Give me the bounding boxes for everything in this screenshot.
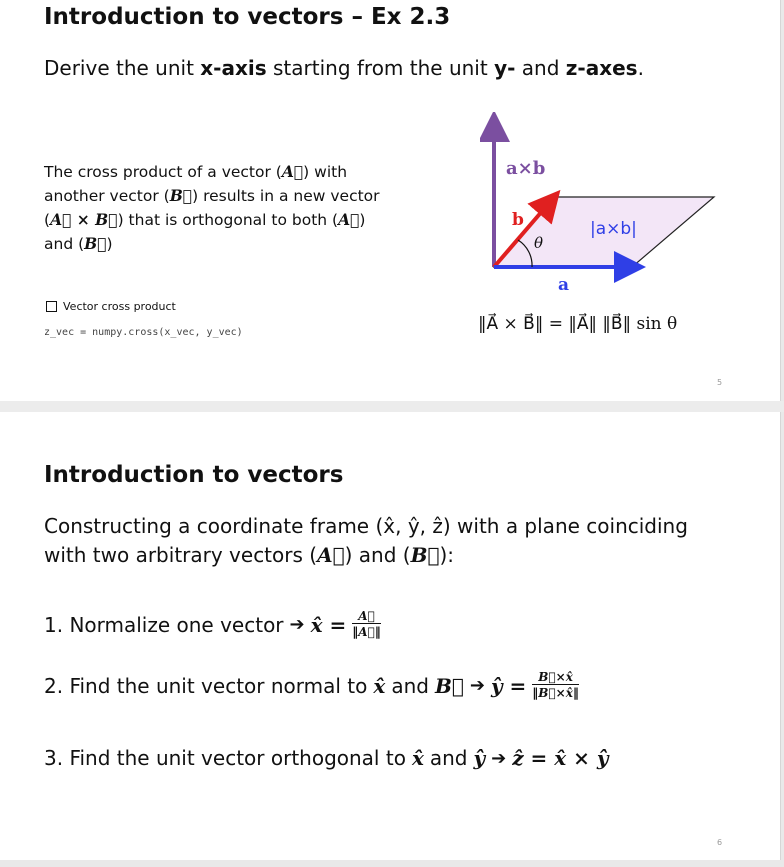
slide-separator bbox=[0, 401, 784, 412]
slide-title: Introduction to vectors – Ex 2.3 bbox=[44, 4, 451, 30]
axb-label: a×b bbox=[506, 158, 546, 179]
cross-product-diagram bbox=[480, 112, 740, 302]
normalize-fraction: $\frac{A⃗}{‖A⃗‖}$ bbox=[352, 609, 381, 639]
step-3: 3. Find the unit vector orthogonal to x̂ and ŷ ➔ ẑ = x̂ × ŷ bbox=[44, 746, 609, 770]
slide-6 bbox=[0, 412, 781, 860]
slide-5 bbox=[0, 0, 781, 401]
checkbox-label: Vector cross product bbox=[63, 300, 176, 313]
checkbox-icon bbox=[46, 301, 57, 312]
a-label: a bbox=[558, 275, 570, 295]
step-1: 1. Normalize one vector ➔ x̂ = $\frac{A⃗}{‖A⃗‖}$ bbox=[44, 609, 381, 639]
magnitude-label: |a×b| bbox=[590, 219, 637, 239]
step-2: 2. Find the unit vector normal to x̂ and B⃗ ➔ ŷ = $\frac{B⃗\times x̂}{‖B⃗\times x̂‖}$ bbox=[44, 670, 579, 700]
theta-label: θ bbox=[534, 234, 544, 252]
slide-subtitle: Derive the unit x-axis starting from the unit y- and z-axes. bbox=[44, 56, 644, 80]
page-number: 6 bbox=[717, 838, 723, 847]
intro-line-2: with two arbitrary vectors (A⃗) and (B⃗): bbox=[44, 543, 455, 567]
cross-product-magnitude-formula: ‖A⃗ × B⃗‖ = ‖A⃗‖ ‖B⃗‖ sin θ bbox=[478, 314, 678, 334]
code-snippet: z_vec = numpy.cross(x_vec, y_vec) bbox=[44, 327, 243, 338]
intro-line-1: Constructing a coordinate frame (x̂, ŷ, ẑ) with a plane coinciding bbox=[44, 514, 688, 538]
cross-product-paragraph: The cross product of a vector (A⃗) with another vector (B⃗) results in a new vector (A⃗ × B⃗) that is orthogonal to both (A⃗) and (B⃗) bbox=[44, 162, 380, 253]
page-number: 5 bbox=[717, 378, 723, 387]
vector-cross-product-item bbox=[46, 300, 176, 313]
b-label: b bbox=[512, 210, 524, 230]
right-arrow-icon: ➔ bbox=[469, 675, 485, 696]
y-hat-fraction: $\frac{B⃗\times x̂}{‖B⃗\times x̂‖}$ bbox=[532, 670, 579, 700]
slide-title: Introduction to vectors bbox=[44, 462, 344, 488]
right-arrow-icon: ➔ bbox=[491, 747, 507, 769]
right-arrow-icon: ➔ bbox=[289, 614, 305, 635]
